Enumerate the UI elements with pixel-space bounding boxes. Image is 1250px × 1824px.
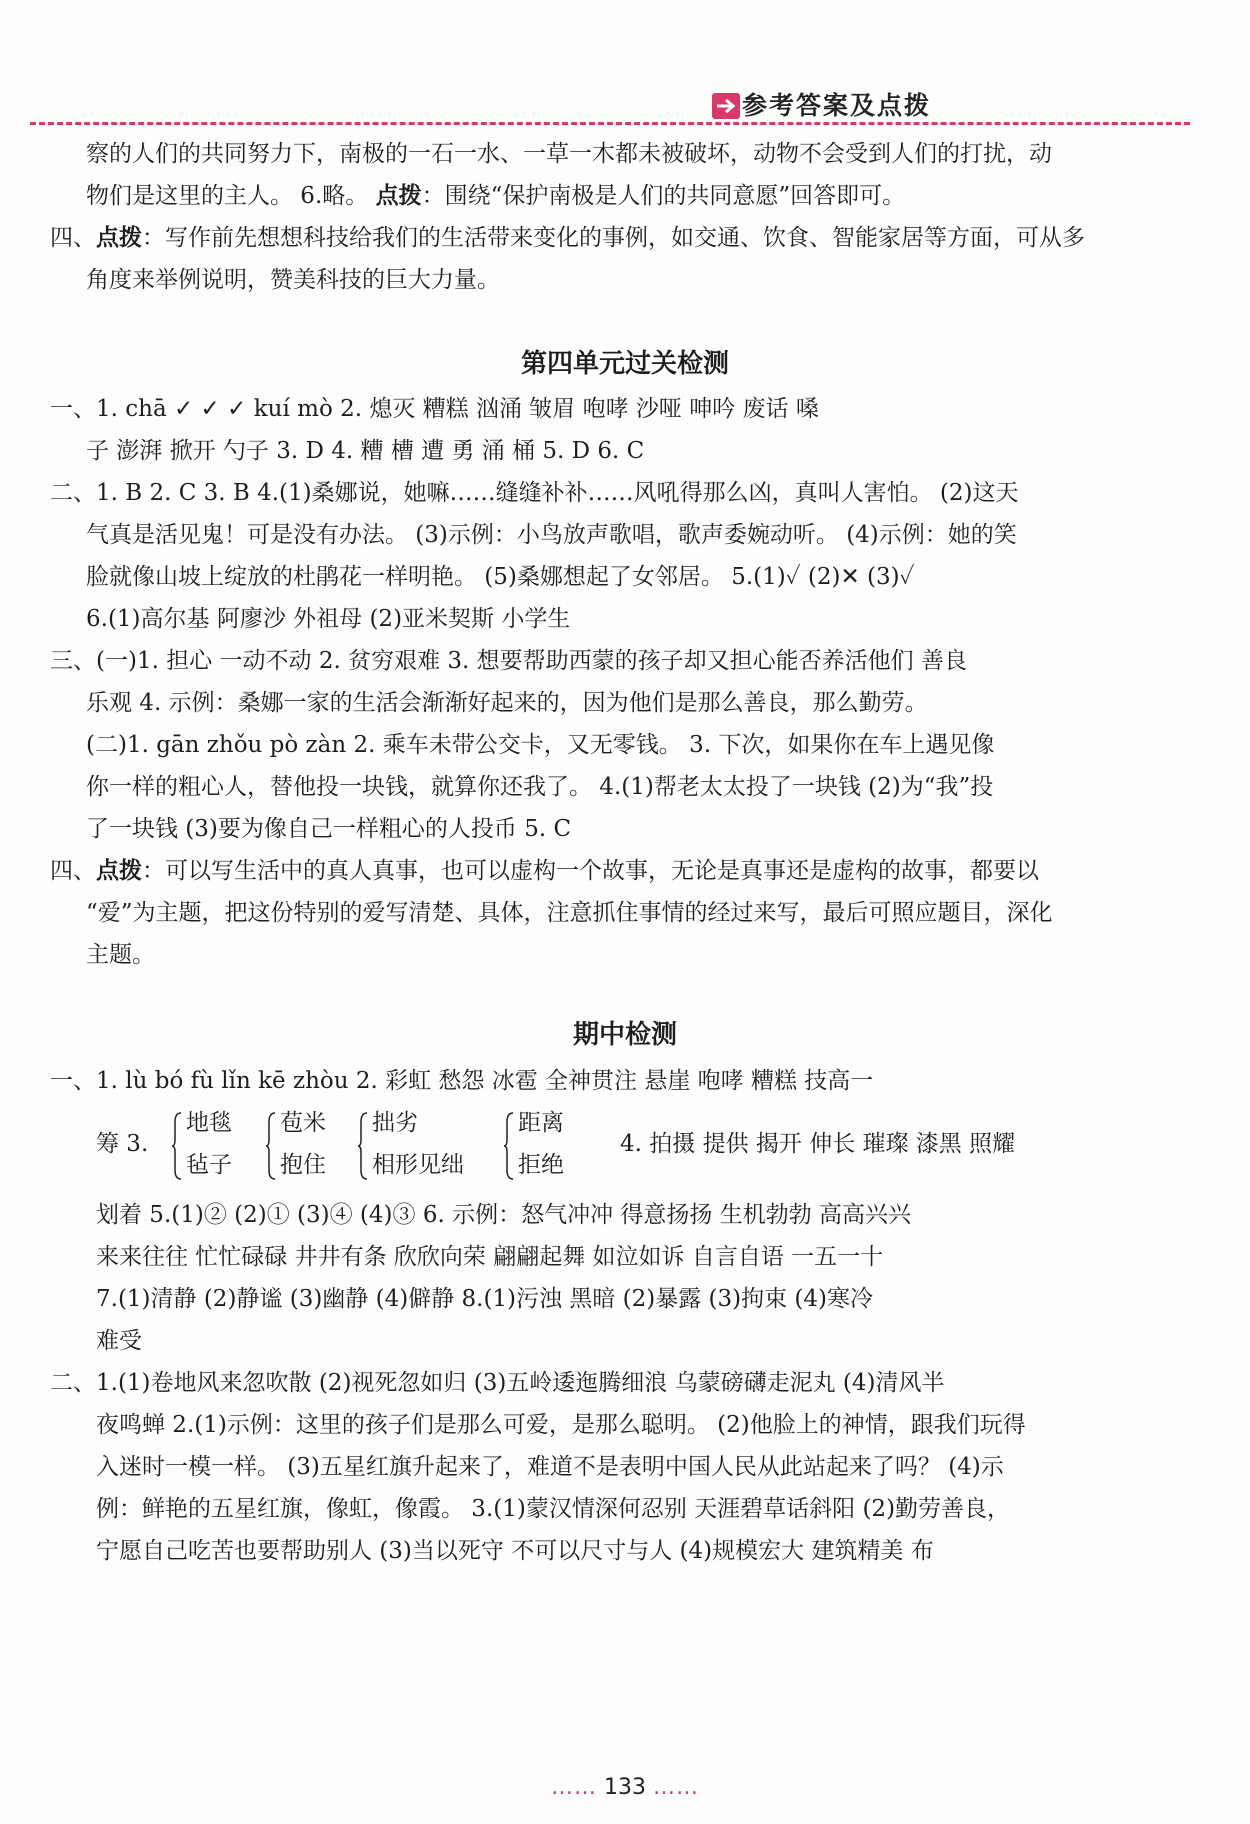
text-line: 察的人们的共同努力下，南极的一石一水、一草一木都未被破坏，动物不会受到人们的打扰，动 (86, 141, 1052, 167)
text-line: “爱”为主题，把这份特别的爱写清楚、具体，注意抓住事情的经过来写，最后可照应题目，深化 (86, 900, 1053, 926)
brace-icon (172, 1112, 182, 1180)
hint-label: 点拨 (96, 857, 142, 884)
text-line: 6.(1)高尔基 阿廖沙 外祖母 (2)亚米契斯 小学生 (86, 606, 571, 632)
text-line: 7.(1)清静 (2)静谧 (3)幽静 (4)僻静 8.(1)污浊 黑暗 (2)暴露 (3)拘束 (4)寒冷 (96, 1286, 874, 1312)
text-line: 四、点拨：可以写生活中的真人真事，也可以虚构一个故事，无论是真事还是虚构的故事，都要以 (50, 857, 1039, 884)
text-line: 三、(一)1. 担心 一动不动 2. 贫穷艰难 3. 想要帮助西蒙的孩子却又担心能否养活他们 善良 (50, 648, 967, 674)
text-line: 筹 3. (96, 1131, 149, 1157)
text-line: 一、1. chā ✓ ✓ ✓ kuí mò 2. 熄灭 糟糕 汹涌 皱眉 咆哮 沙哑 呻吟 废话 嗓 (50, 396, 819, 422)
text-line: 夜鸣蝉 2.(1)示例：这里的孩子们是那么可爱，是那么聪明。 (2)他脸上的神情，跟我们玩得 (96, 1412, 1026, 1438)
text-line: 二、1.(1)卷地风来忽吹散 (2)视死忽如归 (3)五岭逶迤腾细浪 乌蒙磅礴走泥丸 (4)清风半 (50, 1370, 945, 1396)
text-line: (二)1. gān zhǒu pò zàn 2. 乘车未带公交卡，又无零钱。 3. 下次，如果你在车上遇见像 (86, 732, 995, 758)
text-line: 4. 拍摄 提供 揭开 伸长 璀璨 漆黑 照耀 (620, 1131, 1016, 1157)
text-line: 难受 (96, 1328, 142, 1354)
text-line: 角度来举例说明，赞美科技的巨大力量。 (86, 267, 500, 293)
brace-icon (266, 1112, 276, 1180)
text-line: 子 澎湃 掀开 勺子 3. D 4. 糟 槽 遭 勇 涌 桶 5. D 6. C (86, 438, 645, 464)
text-line: 了一块钱 (3)要为像自己一样粗心的人投币 5. C (86, 816, 572, 842)
text-line: 宁愿自己吃苦也要帮助别人 (3)当以死守 不可以尺寸与人 (4)规模宏大 建筑精美 布 (96, 1538, 934, 1564)
text-line: 脸就像山坡上绽放的杜鹃花一样明艳。 (5)桑娜想起了女邻居。 5.(1)✓ (2)✕ (3)✓ (86, 564, 915, 590)
header-divider (30, 122, 1190, 125)
text-line: 二、1. B 2. C 3. B 4.(1)桑娜说，她嘛……缝缝补补……风吼得那么凶，真叫人害怕。 (2)这天 (50, 480, 1019, 506)
text-line: 一、1. lù bó fù lǐn kē zhòu 2. 彩虹 愁怨 冰雹 全神贯注 悬崖 咆哮 糟糕 技高一 (50, 1068, 874, 1094)
arrow-icon (712, 93, 740, 119)
section-title: 第四单元过关检测 (520, 349, 729, 379)
brace-icon (504, 1112, 514, 1180)
header-title: 参考答案及点拨 (742, 91, 932, 120)
section-title: 期中检测 (572, 1020, 677, 1050)
text-line: 气真是活见鬼！可是没有办法。 (3)示例：小鸟放声歌唱，歌声委婉动听。 (4)示例：她的笑 (86, 522, 1017, 548)
text-line: 你一样的粗心人，替他投一块钱，就算你还我了。 4.(1)帮老太太投了一块钱 (2)为“我”投 (86, 774, 994, 800)
text-line: 划着 5.(1)② (2)① (3)④ (4)③ 6. 示例：怒气冲冲 得意扬扬 生机勃勃 高高兴兴 (96, 1202, 912, 1228)
text-line: 来来往往 忙忙碌碌 井井有条 欣欣向荣 翩翩起舞 如泣如诉 自言自语 一五一十 (96, 1244, 884, 1270)
brace-icon (358, 1112, 368, 1180)
page-number: …… 133 …… (551, 1775, 699, 1800)
text-line: 入迷时一模一样。 (3)五星红旗升起来了，难道不是表明中国人民从此站起来了吗？ (4)示 (96, 1454, 1004, 1480)
text-line: 乐观 4. 示例：桑娜一家的生活会渐渐好起来的，因为他们是那么善良，那么勤劳。 (86, 690, 928, 716)
text-line: 四、点拨：写作前先想想科技给我们的生活带来变化的事例，如交通、饮食、智能家居等方面，可从多 (50, 224, 1085, 251)
text-line: 例：鲜艳的五星红旗，像虹，像霞。 3.(1)蒙汉情深何忍别 天涯碧草话斜阳 (2)勤劳善良， (96, 1496, 1011, 1522)
text-line: 物们是这里的主人。 6.略。 点拨：围绕“保护南极是人们的共同意愿”回答即可。 (86, 182, 906, 209)
hint-label: 点拨 (96, 224, 142, 251)
hint-label: 点拨 (375, 182, 422, 209)
text-line: 主题。 (86, 942, 155, 968)
